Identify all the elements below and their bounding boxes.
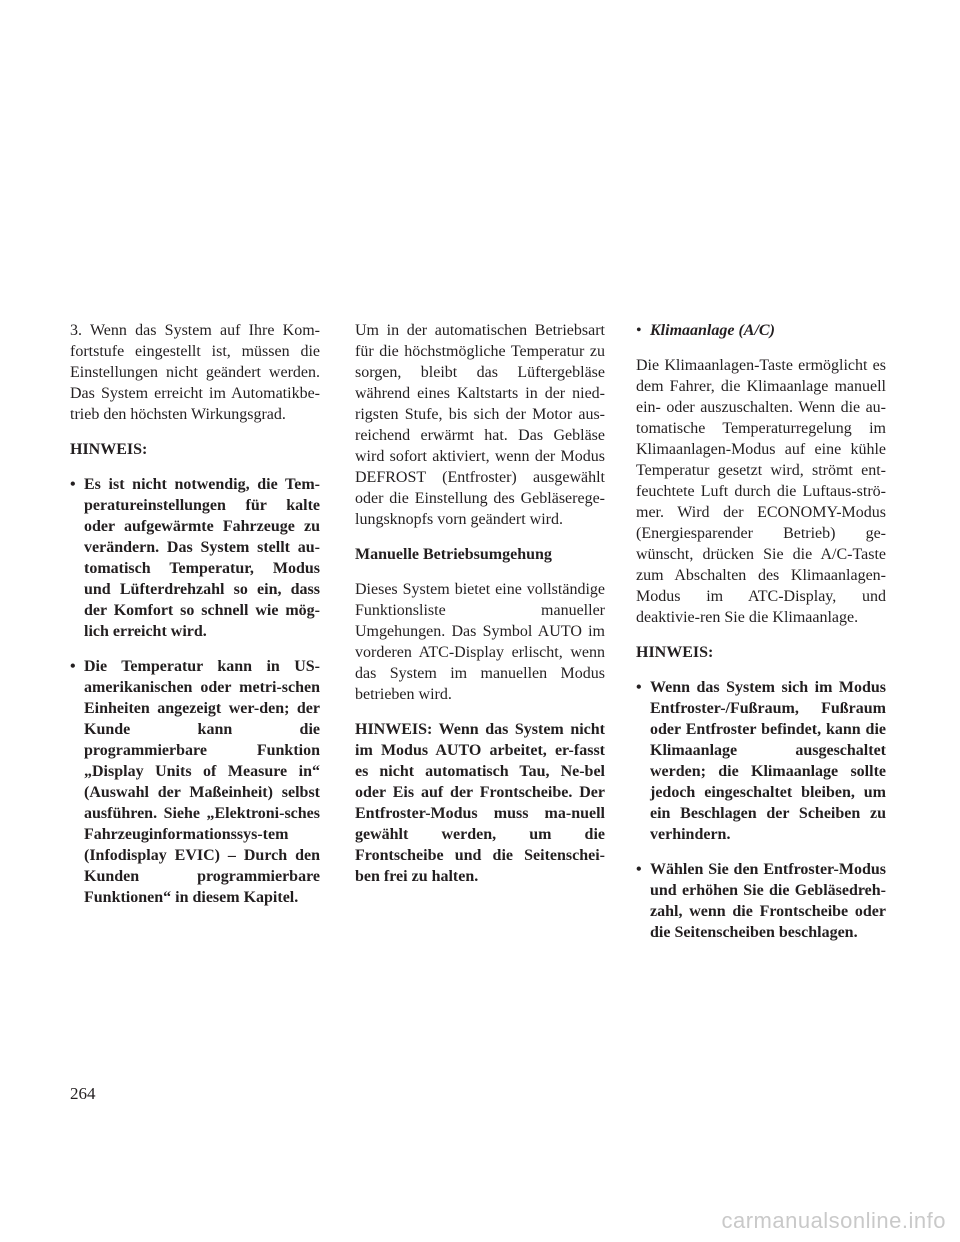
list-item-text: Wenn das System sich im Modus Entfroster-/Fußraum, Fußraum oder Entfroster befindet, kann die Klimaanlage ausgeschaltet werden; die Klimaanlage sollte jedoch eingeschaltet bleiben, um ein Beschlagen der Scheiben zu verhindern. bbox=[650, 679, 886, 843]
bullet-icon: • bbox=[636, 679, 642, 696]
paragraph: 3. Wenn das System auf Ihre Kom-fortstufe eingestellt ist, müssen die Einstellungen nicht geändert werden. Das System erreicht im Automatikbe-trieb den höchsten Wirkungsgrad. bbox=[70, 322, 320, 423]
list-item bbox=[70, 656, 320, 908]
page-number: 264 bbox=[70, 1084, 96, 1103]
note-paragraph: HINWEIS: Wenn das System nicht im Modus AUTO arbeitet, er-fasst es nicht automatisch Tau, Ne-bel oder Eis auf der Frontscheibe. Der Entfroster-Modus muss ma-nuell gewählt werden, um die Frontscheibe und die Seitenschei-ben frei zu halten. bbox=[355, 721, 605, 885]
bullet-icon: • bbox=[70, 476, 76, 493]
bullet-icon: • bbox=[70, 658, 76, 675]
paragraph: Die Klimaanlagen-Taste ermöglicht es dem Fahrer, die Klimaanlage manuell ein- oder auszuschalten. Wenn die au-tomatische Temperaturregelung im Klimaanlagen-Modus auf eine kühle Temperatur gesetzt wird, strömt ent-feuchtete Luft durch die Luftaus-strö-mer. Wird der ECONOMY-Modus (Energiesparender Betrieb) ge-wünscht, drücken Sie die A/C-Taste zum Abschalten des Klimaanlagen-Modus im ATC-Display, und deaktivie-ren Sie die Klimaanlage. bbox=[636, 357, 886, 626]
subsection-title: Klimaanlage (A/C) bbox=[650, 322, 775, 339]
note-label: HINWEIS: bbox=[636, 644, 714, 661]
list-item bbox=[70, 474, 320, 642]
paragraph: Dieses System bietet eine vollständige Funktionsliste manueller Umgehungen. Das Symbol AUTO im vorderen ATC-Display erlischt, wenn das System im manuellen Modus betrieben wird. bbox=[355, 581, 605, 703]
list-item-text: Es ist nicht notwendig, die Tem-peratureinstellungen für kalte oder aufgewärmte Fahrzeuge zu verändern. Das System stellt au-tomatisch Temperatur, Modus und Lüfterdrehzahl so ein, dass der Komfort so schnell wie mög-lich erreicht wird. bbox=[84, 476, 320, 640]
section-heading: Manuelle Betriebsumgehung bbox=[355, 546, 552, 563]
column-middle bbox=[355, 320, 605, 901]
list-item-text: Wählen Sie den Entfroster-Modus und erhöhen Sie die Gebläsedreh-zahl, wenn die Frontscheibe oder die Seitenscheiben beschlagen. bbox=[650, 861, 886, 941]
watermark-footer: carmanualsonline.info bbox=[721, 1208, 946, 1233]
list-item bbox=[636, 677, 886, 845]
list-item-heading bbox=[636, 320, 886, 341]
paragraph: Um in der automatischen Betriebsart für die höchstmögliche Temperatur zu sorgen, bleibt das Lüftergebläse während eines Kaltstarts in der nied-rigsten Stufe, bis sich der Motor aus-reichend erwärmt hat. Das Gebläse wird sofort aktiviert, wenn der Modus DEFROST (Entfroster) ausgewählt oder die Einstellung des Gebläserege-lungsknopfs vorn geändert wird. bbox=[355, 322, 605, 528]
list-item bbox=[636, 859, 886, 943]
bullet-icon: • bbox=[636, 322, 642, 339]
note-label: HINWEIS: bbox=[70, 441, 148, 458]
column-right bbox=[636, 320, 886, 957]
bullet-icon: • bbox=[636, 861, 642, 878]
column-left bbox=[70, 320, 320, 922]
list-item-text: Die Temperatur kann in US-amerikanischen oder metri-schen Einheiten angezeigt wer-den; der Kunde kann die programmierbare Funktion „Display Units of Measure in“ (Auswahl der Maßeinheit) selbst ausführen. Siehe „Elektroni-sches Fahrzeuginformationssys-tem (Infodisplay EVIC) – Durch den Kunden programmierbare Funktionen“ in diesem Kapitel. bbox=[84, 658, 320, 906]
